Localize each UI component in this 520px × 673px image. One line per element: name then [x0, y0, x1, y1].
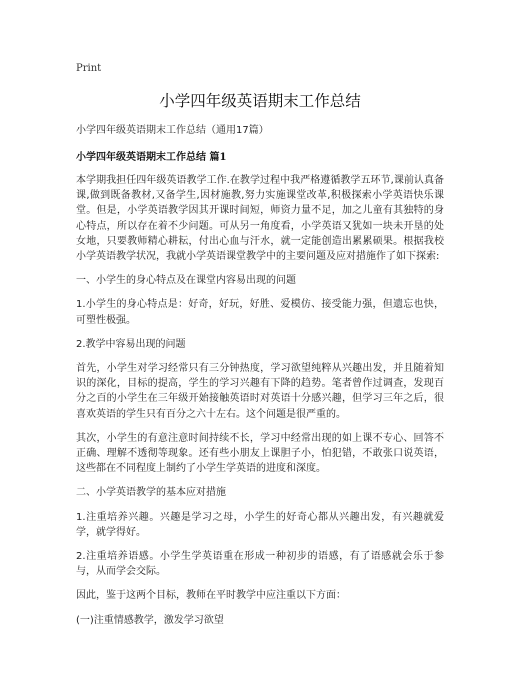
body-paragraph: 1.小学生的身心特点是：好奇，好玩，好胜、爱模仿、接受能力强，但遗忘也快，可塑性极强。: [76, 299, 444, 326]
body-paragraph: 因此，鉴于这两个目标，教师在平时教学中应注重以下方面：: [76, 590, 346, 602]
document-subtitle: 小学四年级英语期末工作总结（通用17篇）: [76, 125, 269, 136]
body-paragraph: 其次，小学生的有意注意时间持续不长，学习中经常出现的如上课不专心、回答不正确、理解不透彻等现象。还有些小朋友上课胆子小，怕犯错，不敢张口说英语，这些都在不同程度上制约了小学生学英语的进度和深度。: [76, 432, 444, 475]
body-paragraph: 2.注重培养语感。小学生学英语重在形成一种初步的语感，有了语感就会乐于参与，从而学会交际。: [76, 551, 444, 578]
body-paragraph: 1.注重培养兴趣。兴趣是学习之母，小学生的好奇心都从兴趣出发，有兴趣就爱学，就学得好。: [76, 511, 444, 538]
section-heading: 小学四年级英语期末工作总结 篇1: [76, 152, 227, 163]
body-paragraph: 首先，小学生对学习经常只有三分钟热度，学习欲望纯粹从兴趣出发，并且随着知识的深化，目标的提高，学生的学习兴趣有下降的趋势。笔者曾作过调查，发现百分之百的小学生在三年级开始接触英语时对英语十分感兴趣，但学习三年之后，很喜欢英语的学生只有百分之六十左右。这个问题是很严重的。: [76, 363, 444, 420]
body-paragraph: (一)注重情感教学，激发学习欲望: [76, 614, 224, 626]
body-paragraph: 一、小学生的身心特点及在课堂内容易出现的问题: [76, 275, 296, 287]
document-title: 小学四年级英语期末工作总结: [159, 92, 361, 110]
print-link[interactable]: Print: [76, 63, 102, 74]
body-paragraph: 2.教学中容易出现的问题: [76, 338, 186, 350]
body-paragraph: 本学期我担任四年级英语教学工作.在教学过程中我严格遵循教学五环节,课前认真备课,做到既备教材,又备学生,因材施教,努力实施课堂改革,积极探索小学英语快乐课堂。但是，小学英语教学因其开课时间短，师资力量不足，加之儿童有其独特的身心特点，所以存在着不少问题。可从另一角度看，小学英语又犹如一块未开垦的处女地，只要教师精心耕耘，付出心血与汗水，就一定能创造出累累硕果。根据我校小学英语教学状况，我就小学英语课堂教学中的主要问题及应对措施作了如下探索:: [76, 175, 444, 263]
body-paragraph: 二、小学英语教学的基本应对措施: [76, 487, 226, 499]
